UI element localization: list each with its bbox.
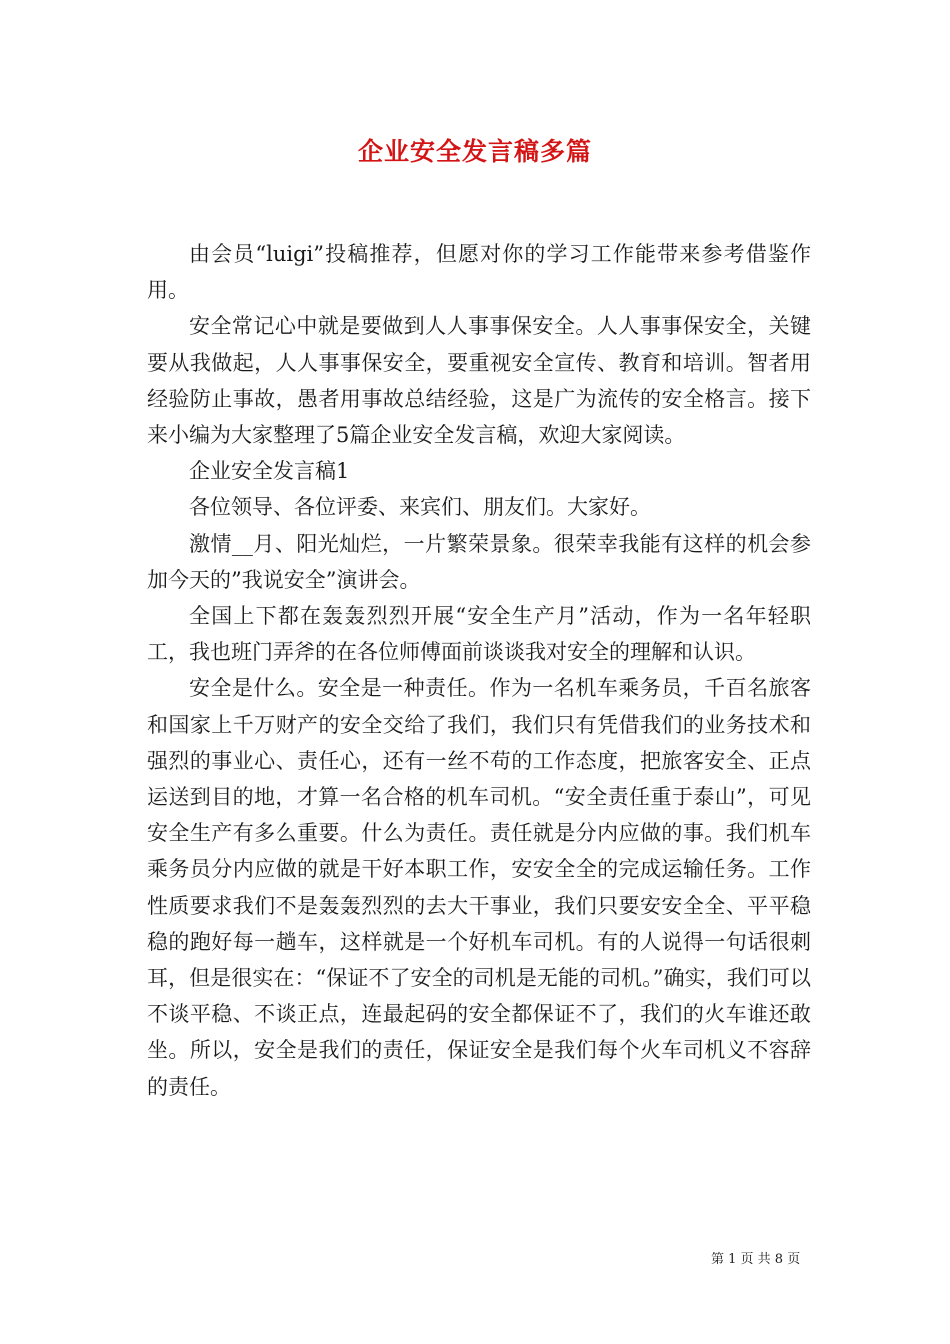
paragraph-greeting: 各位领导、各位评委、来宾们、朋友们。大家好。: [189, 495, 651, 520]
document-title: 企业安全发言稿多篇: [357, 137, 592, 166]
paragraph-context: 全国上下都在轰轰烈烈开展“安全生产月”活动，作为一名年轻职工，我也班门弄斧的在各位师傅面前谈谈我对安全的理解和认识。: [147, 604, 811, 665]
document-body: [147, 236, 811, 1105]
paragraph-main: 安全是什么。安全是一种责任。作为一名机车乘务员，千百名旅客和国家上千万财产的安全交给了我们，我们只有凭借我们的业务技术和强烈的事业心、责任心，还有一丝不苟的工作态度，把旅客安全、正点运送到目的地，才算一名合格的机车司机。“安全责任重于泰山”，可见安全生产有多么重要。什么为责任。责任就是分内应做的事。我们机车乘务员分内应做的就是干好本职工作，安安全全的完成运输任务。工作性质要求我们不是轰轰烈烈的去大干事业，我们只要安安全全、平平稳稳的跑好每一趟车，这样就是一个好机车司机。有的人说得一句话很刺耳，但是很实在：“保证不了安全的司机是无能的司机。”确实，我们可以不谈平稳、不谈正点，连最起码的安全都保证不了，我们的火车谁还敢坐。所以，安全是我们的责任，保证安全是我们每个火车司机义不容辞的责任。: [147, 676, 811, 1099]
page-number: 第 1 页 共 8 页: [711, 1252, 801, 1267]
section-heading: 企业安全发言稿1: [189, 459, 350, 484]
paragraph-summary: 安全常记心中就是要做到人人事事保安全。人人事事保安全，关键要从我做起，人人事事保安全，要重视安全宣传、教育和培训。智者用经验防止事故，愚者用事故总结经验，这是广为流传的安全格言。接下来小编为大家整理了5篇企业安全发言稿，欢迎大家阅读。: [147, 314, 811, 448]
paragraph-intro: 由会员“luigi”投稿推荐，但愿对你的学习工作能带来参考借鉴作用。: [147, 242, 811, 303]
paragraph-opening: 激情__月、阳光灿烂，一片繁荣景象。很荣幸我能有这样的机会参加今天的”我说安全”演讲会。: [147, 531, 811, 592]
